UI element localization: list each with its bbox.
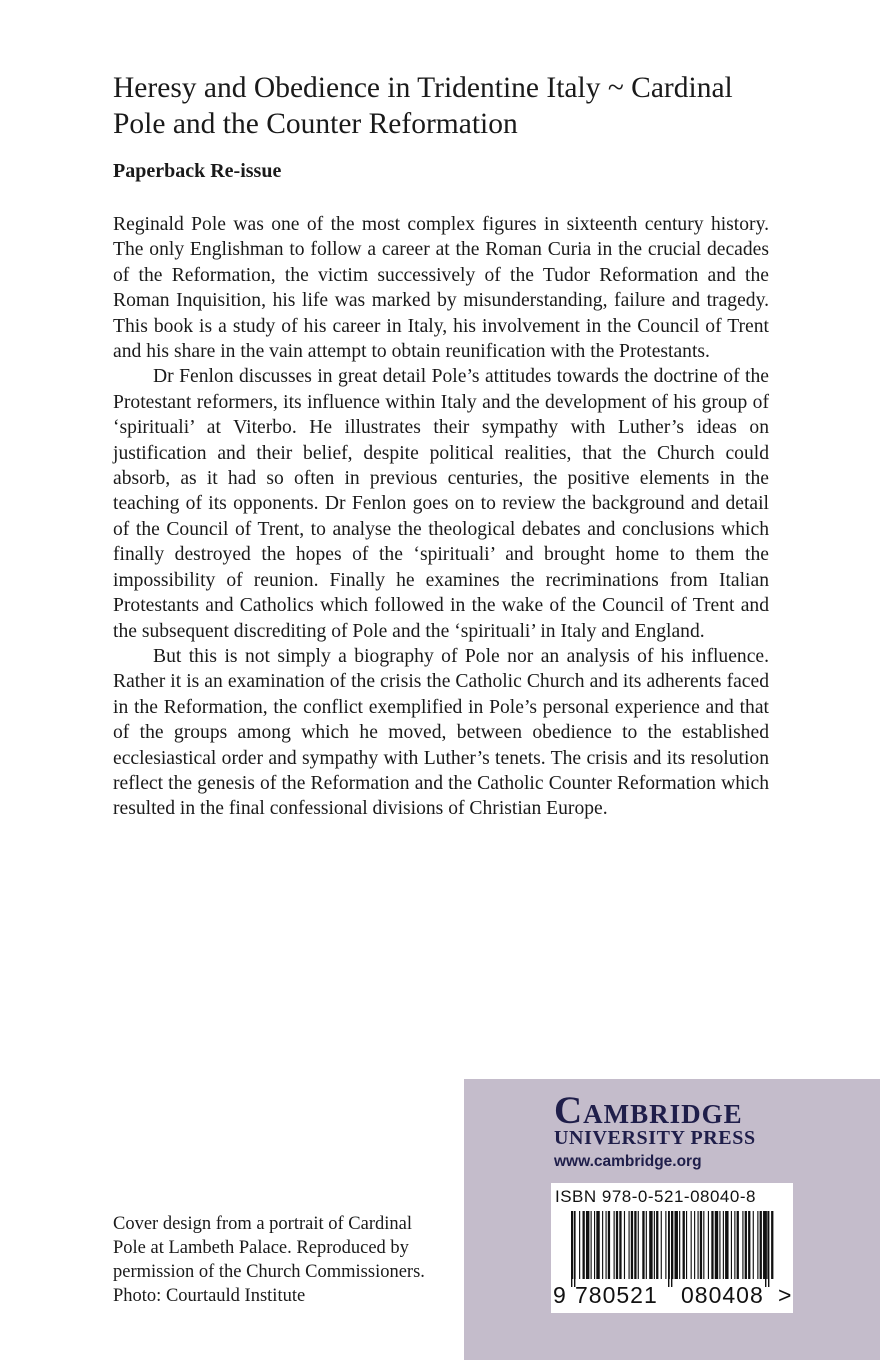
barcode-bar	[700, 1211, 702, 1279]
barcode-guard-bar	[765, 1211, 766, 1287]
barcode-bar	[596, 1211, 599, 1279]
barcode-bar	[691, 1211, 692, 1279]
blurb-paragraph: Dr Fenlon discusses in great detail Pole’s attitudes towards the doctrine of the Protestant reformers, its influence within Italy and the development of his group of ‘spirituali’ at Viterbo. He illustrates their sympathy with Luther’s ideas on justification and their belief, despite political realities, that the Church could absorb, as it had so often in previous centuries, the positive elements in the teaching of its opponents. Dr Fenlon goes on to review the background and detail of the Council of Trent, to analyse the theological debates and conclusions which finally destroyed the hopes of the ‘spirituali’ and brought home to them the impossibility of reunion. Finally he examines the recriminations from Italian Protestants and Catholics which followed in the wake of the Council of Trent and the subsequent discrediting of Pole and the ‘spirituali’ in Italy and England.	[113, 366, 769, 642]
barcode-bar	[614, 1211, 615, 1279]
credit-line: Cover design from a portrait of Cardinal	[113, 1214, 412, 1234]
publisher-subname: UNIVERSITY PRESS	[554, 1127, 756, 1149]
barcode-bar	[629, 1211, 630, 1279]
barcode-bar	[715, 1211, 718, 1279]
barcode-bar	[679, 1211, 680, 1279]
barcode-bar	[703, 1211, 704, 1279]
barcode-bar	[675, 1211, 678, 1279]
barcode-bar	[694, 1211, 695, 1279]
barcode-bar	[642, 1211, 644, 1279]
barcode-bar	[661, 1211, 662, 1279]
barcode-bar	[606, 1211, 607, 1279]
barcode-bar	[731, 1211, 732, 1279]
publisher-panel	[464, 1079, 880, 1360]
barcode-bar	[579, 1211, 580, 1279]
barcode-guard-bar	[668, 1211, 669, 1287]
barcode-bar	[753, 1211, 754, 1279]
barcode-bar	[760, 1211, 762, 1279]
barcode-bar	[656, 1211, 658, 1279]
publisher-url: www.cambridge.org	[554, 1153, 702, 1170]
barcode-bar	[665, 1211, 666, 1279]
barcode-bar	[594, 1211, 595, 1279]
barcode-bar	[649, 1211, 652, 1279]
barcode-digit-tail: >	[778, 1282, 793, 1308]
barcode-digit-lead: 9	[553, 1282, 567, 1308]
barcode-bar	[634, 1211, 636, 1279]
barcode-bar	[737, 1211, 739, 1279]
barcode-bar	[725, 1211, 728, 1279]
credit-line: Pole at Lambeth Palace. Reproduced by	[113, 1238, 409, 1258]
barcode-bar	[591, 1211, 592, 1279]
barcode-bar	[631, 1211, 633, 1279]
barcode-bar	[683, 1211, 685, 1279]
credit-line: permission of the Church Commissioners.	[113, 1262, 425, 1282]
barcode-bar	[654, 1211, 655, 1279]
edition-label: Paperback Re-issue	[113, 160, 282, 182]
book-title: Heresy and Obedience in Tridentine Italy ~ Cardinal Pole and the Counter Reformation	[113, 72, 733, 140]
barcode-bar	[686, 1211, 687, 1279]
barcode-bar	[745, 1211, 747, 1279]
blurb-paragraph: Reginald Pole was one of the most complex figures in sixteenth century history. The only Englishman to follow a career at the Roman Curia in the crucial decades of the Reformation, the victim successively of the Tudor Reformation and the Roman Inquisition, his life was marked by misunderstanding, failure and tragedy. This book is a study of his career in Italy, his involvement in the Council of Trent and his share in the vain attempt to obtain reunification with the Protestants.	[113, 214, 769, 363]
barcode-bar	[767, 1211, 768, 1279]
barcode-digit-group: 080408	[681, 1282, 764, 1308]
barcode-bar	[586, 1211, 589, 1279]
barcode	[551, 1183, 793, 1313]
barcode-bar	[608, 1211, 610, 1279]
barcode-bar	[748, 1211, 750, 1279]
barcode-bar	[624, 1211, 625, 1279]
isbn-label: ISBN 978-0-521-08040-8	[555, 1187, 756, 1206]
barcode-guard-bar	[574, 1211, 575, 1287]
barcode-bar	[602, 1211, 603, 1279]
barcode-guard-bar	[571, 1211, 572, 1287]
cover-credit	[113, 1212, 458, 1308]
credit-line: Photo: Courtauld Institute	[113, 1286, 306, 1306]
barcode-bar	[711, 1211, 713, 1279]
barcode-bar	[616, 1211, 618, 1279]
barcode-bar	[698, 1211, 699, 1279]
blurb	[113, 212, 769, 822]
barcode-bar	[638, 1211, 639, 1279]
barcode-bar	[771, 1211, 773, 1279]
barcode-bar	[619, 1211, 621, 1279]
barcode-bar	[646, 1211, 647, 1279]
publisher-name: Cambridge	[554, 1089, 743, 1132]
barcode-bar	[734, 1211, 735, 1279]
barcode-bar	[757, 1211, 758, 1279]
barcode-bar	[719, 1211, 720, 1279]
blurb-paragraph: But this is not simply a biography of Pole nor an analysis of his influence. Rather it is an examination of the crisis the Catholic Church and its adherents faced in the Reformation, the conflict exemplified in Pole’s personal experience and that of the groups among which he moved, between obedience to the established ecclesiastical order and sympathy with Luther’s tenets. The crisis and its resolution reflect the genesis of the Reformation and the Catholic Counter Reformation which resulted in the final confessional divisions of Christian Europe.	[113, 645, 769, 820]
barcode-bar	[583, 1211, 585, 1279]
barcode-bar	[742, 1211, 743, 1279]
barcode-bar	[708, 1211, 709, 1279]
barcode-bar	[723, 1211, 724, 1279]
barcode-digit-group: 780521	[575, 1282, 658, 1308]
barcode-guard-bar	[768, 1211, 769, 1287]
barcode-guard-bar	[671, 1211, 672, 1287]
